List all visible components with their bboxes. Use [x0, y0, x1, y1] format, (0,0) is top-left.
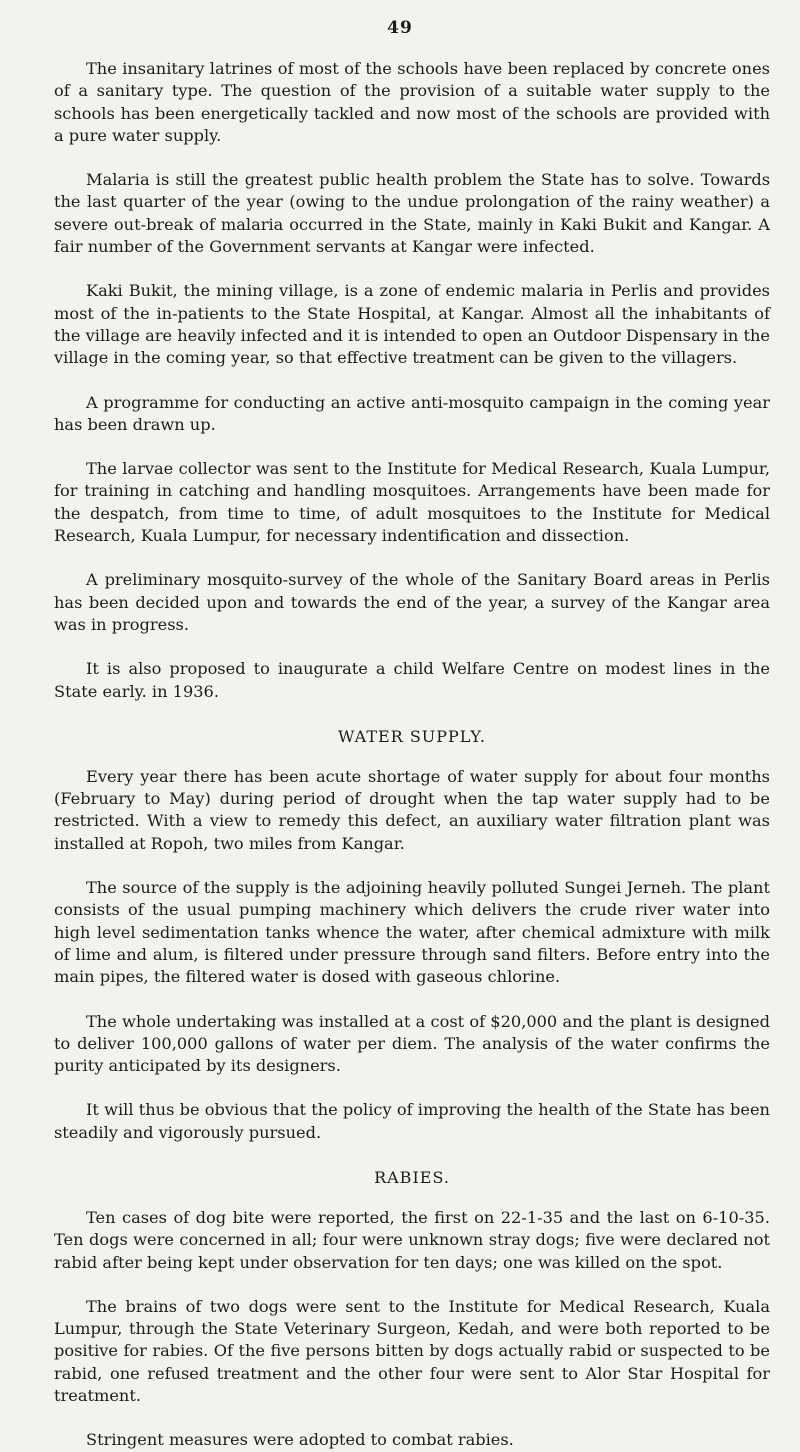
paragraph-mosquito-survey: A preliminary mosquito-survey of the whole of the Sanitary Board areas in Perlis has been decided upon and towards the end of the year, a survey of the Kangar area was in progress.	[54, 570, 770, 634]
paragraph-water-source: The source of the supply is the adjoining heavily polluted Sungei Jerneh. The plant consists of the usual pumping machinery which delivers the crude river water into high level sedimentation tanks whence the water, after chemical admixture with milk of lime and alum, is filtered under pressure through sand filters. Before entry into the main pipes, the filtered water is dosed with gaseous chlorine.	[54, 878, 770, 987]
page-number: 49	[387, 18, 413, 38]
paragraph-water-cost: The whole undertaking was installed at a cost of $20,000 and the plant is designed to deliver 100,000 gallons of water per diem. The analysis of the water confirms the purity anticipated by its designers.	[54, 1011, 770, 1076]
page-body	[54, 58, 770, 1452]
heading-rabies: RABIES.	[374, 1167, 450, 1187]
paragraph-schools-latrines: The insanitary latrines of most of the schools have been replaced by concrete ones of a sanitary type. The question of the provision of a suitable water supply to the schools has been energetically tackled and now most of the schools are provided with a pure water supply.	[54, 59, 770, 145]
heading-water-supply: WATER SUPPLY.	[338, 726, 486, 746]
paragraph-dog-brains: The brains of two dogs were sent to the Institute for Medical Research, Kuala Lumpur, through the State Veterinary Surgeon, Kedah, and were both reported to be positive for rabies. Of the five persons bitten by dogs actually rabid or suspected to be rabid, one refused treatment and the other four were sent to Alor Star Hospital for treatment.	[54, 1296, 770, 1406]
paragraph-stringent-measures: Stringent measures were adopted to combat rabies.	[86, 1430, 514, 1450]
paragraph-kaki-bukit: Kaki Bukit, the mining village, is a zone of endemic malaria in Perlis and provides most of the in-patients to the State Hospital, at Kangar. Almost all the inhabitants of the village are heavily infected and it is intended to open an Outdoor Dispensary in the village in the coming year, so that effective treatment can be given to the villagers.	[54, 281, 770, 368]
paragraph-child-welfare: It is also proposed to inaugurate a child Welfare Centre on modest lines in the State early. in 1936.	[54, 659, 770, 701]
paragraph-dog-bites: Ten cases of dog bite were reported, the first on 22-1-35 and the last on 6-10-35. Ten dogs were concerned in all; four were unknown stray dogs; five were declared not rabid after being kept under observation for ten days; one was killed on the spot.	[54, 1207, 770, 1272]
paragraph-malaria-problem: Malaria is still the greatest public health problem the State has to solve. Towards the last quarter of the year (owing to the undue prolongation of the rainy weather) a severe out-break of malaria occurred in the State, mainly in Kaki Bukit and Kangar. A fair number of the Government servants at Kangar were infected.	[54, 170, 770, 257]
paragraph-health-policy: It will thus be obvious that the policy of improving the health of the State has been steadily and vigorously pursued.	[54, 1100, 770, 1142]
paragraph-anti-mosquito-programme: A programme for conducting an active anti-mosquito campaign in the coming year has been drawn up.	[54, 392, 770, 434]
paragraph-water-shortage: Every year there has been acute shortage of water supply for about four months (February to May) during period of drought when the tap water supply had to be restricted. With a view to remedy this defect, an auxiliary water filtration plant was installed at Ropoh, two miles from Kangar.	[54, 766, 770, 853]
paragraph-larvae-collector: The larvae collector was sent to the Institute for Medical Research, Kuala Lumpur, for training in catching and handling mosquitoes. Arrangements have been made for the despatch, from time to time, of adult mosquitoes to the Institute for Medical Research, Kuala Lumpur, for necessary indentification and dissection.	[54, 459, 770, 546]
